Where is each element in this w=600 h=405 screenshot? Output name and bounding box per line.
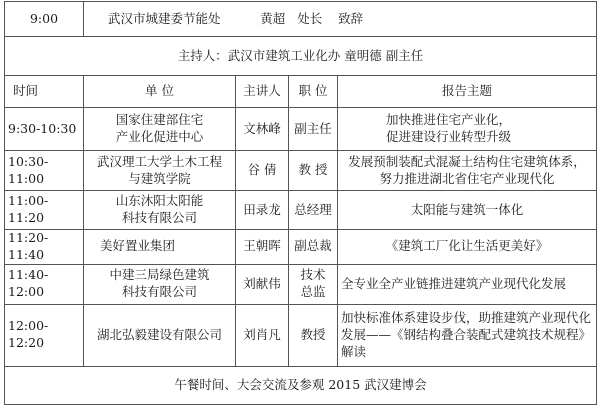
topic-line: 加快推进住宅产业化， bbox=[386, 112, 512, 128]
row-time: 11:00-11:20 bbox=[5, 191, 84, 230]
table-row bbox=[5, 230, 597, 265]
row-position: 副总裁 bbox=[289, 230, 338, 265]
row-time: 11:20-11:40 bbox=[5, 230, 84, 265]
topic-line: 发展——《钢结构叠合装配式建筑技术规程》 bbox=[341, 326, 592, 342]
row-topic: 太阳能与建筑一体化 bbox=[338, 191, 597, 230]
row-topic bbox=[338, 304, 597, 366]
table-row bbox=[5, 264, 597, 304]
footer-row bbox=[5, 366, 597, 404]
moderator-row bbox=[5, 37, 597, 76]
topic-line: 发展预制装配式混凝土结构住宅建筑体系， bbox=[348, 153, 586, 169]
opening-action: 致辞 bbox=[338, 10, 364, 26]
row-speaker: 田录龙 bbox=[236, 191, 289, 230]
moderator-text: 主持人：武汉市建筑工业化办 童明德 副主任 bbox=[5, 37, 597, 76]
row-position bbox=[289, 264, 338, 304]
unit-line: 武汉理工大学土木工程 bbox=[96, 153, 222, 169]
topic-line: 努力推进湖北省住宅产业现代化 bbox=[379, 170, 555, 186]
row-speaker: 文林峰 bbox=[236, 108, 289, 151]
header-speaker: 主讲人 bbox=[236, 76, 289, 108]
table-row bbox=[5, 108, 597, 151]
row-position: 总经理 bbox=[289, 191, 338, 230]
topic-line: 促进建设行业转型升级 bbox=[386, 129, 512, 144]
table-row bbox=[5, 191, 597, 230]
row-topic bbox=[338, 151, 597, 191]
row-speaker: 刘肖凡 bbox=[236, 304, 289, 366]
row-time: 11:40-12:00 bbox=[5, 264, 84, 304]
topic-line: 加快标准体系建设步伐，助推建筑产业现代化 bbox=[341, 309, 592, 325]
row-time: 10:30-11:00 bbox=[5, 151, 84, 191]
row-time: 12:00-12:20 bbox=[5, 304, 84, 366]
row-time: 9:30-10:30 bbox=[5, 108, 84, 151]
header-row bbox=[5, 76, 597, 108]
unit-line: 中建三局绿色建筑 bbox=[109, 267, 210, 283]
row-topic: 全专业全产业链推进建筑产业现代化发展 bbox=[338, 264, 597, 304]
header-time: 时间 bbox=[5, 76, 84, 108]
unit-line: 产业化促进中心 bbox=[115, 129, 204, 144]
row-unit bbox=[84, 151, 236, 191]
unit-line: 科技有限公司 bbox=[121, 284, 197, 300]
row-position: 副主任 bbox=[289, 108, 338, 151]
opening-row bbox=[5, 2, 597, 37]
footer-text: 午餐时间、大会交流及参观 2015 武汉建博会 bbox=[5, 366, 597, 404]
row-unit bbox=[84, 108, 236, 151]
row-speaker: 王朝晖 bbox=[236, 230, 289, 265]
position-line: 技术 bbox=[300, 267, 326, 283]
row-unit bbox=[84, 191, 236, 230]
row-unit: 湖北弘毅建设有限公司 bbox=[84, 304, 236, 366]
table-row bbox=[5, 151, 597, 191]
opening-title: 处长 bbox=[297, 10, 323, 26]
row-position: 教授 bbox=[289, 304, 338, 366]
position-line: 总监 bbox=[300, 284, 326, 300]
opening-cell bbox=[84, 2, 597, 37]
unit-line: 山东沐阳太阳能 bbox=[115, 193, 204, 209]
opening-org: 武汉市城建委节能处 bbox=[108, 10, 221, 26]
opening-person: 黄超 bbox=[260, 10, 286, 26]
topic-line: 解读 bbox=[341, 343, 367, 359]
header-position: 职 位 bbox=[289, 76, 338, 108]
row-speaker: 刘献伟 bbox=[236, 264, 289, 304]
schedule-table bbox=[4, 1, 597, 405]
table-row bbox=[5, 304, 597, 366]
row-unit: 美好置业集团 bbox=[84, 230, 236, 265]
header-unit: 单 位 bbox=[84, 76, 236, 108]
row-topic bbox=[338, 108, 597, 151]
row-position: 教 授 bbox=[289, 151, 338, 191]
row-topic: 《建筑工厂化让生活更美好》 bbox=[338, 230, 597, 265]
unit-line: 科技有限公司 bbox=[121, 210, 197, 225]
header-topic: 报告主题 bbox=[338, 76, 597, 108]
unit-line: 与建筑学院 bbox=[128, 170, 191, 186]
opening-time: 9:00 bbox=[5, 2, 84, 37]
unit-line: 国家住建部住宅 bbox=[115, 112, 204, 128]
row-speaker: 谷 倩 bbox=[236, 151, 289, 191]
row-unit bbox=[84, 264, 236, 304]
